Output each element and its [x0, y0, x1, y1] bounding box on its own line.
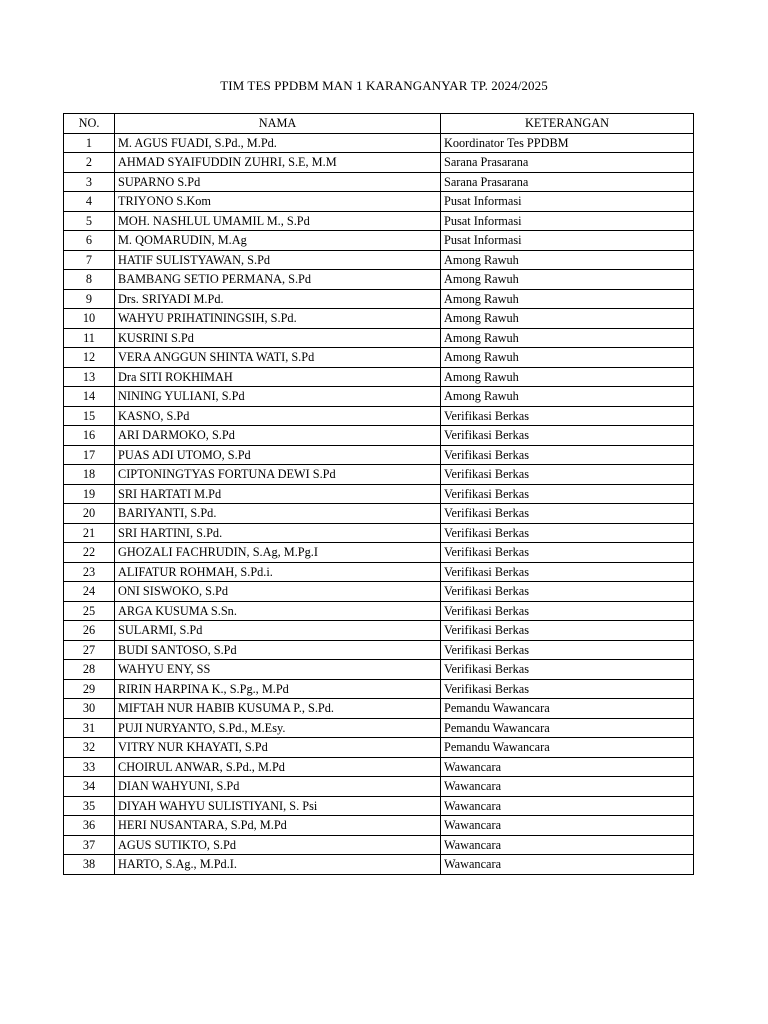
row-name: AGUS SUTIKTO, S.Pd [115, 835, 441, 855]
row-keterangan: Among Rawuh [441, 289, 694, 309]
row-keterangan: Wawancara [441, 855, 694, 875]
row-number: 5 [64, 211, 115, 231]
row-keterangan: Verifikasi Berkas [441, 601, 694, 621]
row-name: ARGA KUSUMA S.Sn. [115, 601, 441, 621]
row-number: 22 [64, 543, 115, 563]
row-number: 30 [64, 699, 115, 719]
row-keterangan: Verifikasi Berkas [441, 660, 694, 680]
table-row [64, 133, 694, 153]
row-keterangan: Verifikasi Berkas [441, 484, 694, 504]
row-name: CHOIRUL ANWAR, S.Pd., M.Pd [115, 757, 441, 777]
row-number: 1 [64, 133, 115, 153]
row-number: 29 [64, 679, 115, 699]
row-name: PUJI NURYANTO, S.Pd., M.Esy. [115, 718, 441, 738]
table-row [64, 172, 694, 192]
row-number: 33 [64, 757, 115, 777]
row-keterangan: Pemandu Wawancara [441, 718, 694, 738]
table-row [64, 445, 694, 465]
table-row [64, 679, 694, 699]
table-row [64, 309, 694, 329]
row-name: HATIF SULISTYAWAN, S.Pd [115, 250, 441, 270]
row-number: 4 [64, 192, 115, 212]
table-row [64, 543, 694, 563]
row-number: 17 [64, 445, 115, 465]
row-number: 7 [64, 250, 115, 270]
table-body [64, 133, 694, 874]
row-name: SRI HARTINI, S.Pd. [115, 523, 441, 543]
table-row [64, 426, 694, 446]
row-number: 16 [64, 426, 115, 446]
row-name: Dra SITI ROKHIMAH [115, 367, 441, 387]
row-keterangan: Pusat Informasi [441, 211, 694, 231]
row-name: BAMBANG SETIO PERMANA, S.Pd [115, 270, 441, 290]
row-name: RIRIN HARPINA K., S.Pg., M.Pd [115, 679, 441, 699]
table-row [64, 348, 694, 368]
row-number: 28 [64, 660, 115, 680]
row-keterangan: Among Rawuh [441, 309, 694, 329]
table-row [64, 601, 694, 621]
row-keterangan: Wawancara [441, 777, 694, 797]
row-name: VITRY NUR KHAYATI, S.Pd [115, 738, 441, 758]
row-name: M. QOMARUDIN, M.Ag [115, 231, 441, 251]
row-keterangan: Wawancara [441, 835, 694, 855]
row-number: 6 [64, 231, 115, 251]
row-keterangan: Pemandu Wawancara [441, 738, 694, 758]
row-name: AHMAD SYAIFUDDIN ZUHRI, S.E, M.M [115, 153, 441, 173]
row-keterangan: Pusat Informasi [441, 231, 694, 251]
row-keterangan: Verifikasi Berkas [441, 523, 694, 543]
header-keterangan: KETERANGAN [441, 114, 694, 134]
header-nama: NAMA [115, 114, 441, 134]
row-name: DIAN WAHYUNI, S.Pd [115, 777, 441, 797]
table-row [64, 289, 694, 309]
table-row [64, 757, 694, 777]
row-name: WAHYU ENY, SS [115, 660, 441, 680]
table-row [64, 465, 694, 485]
row-number: 38 [64, 855, 115, 875]
row-keterangan: Verifikasi Berkas [441, 562, 694, 582]
row-keterangan: Wawancara [441, 816, 694, 836]
table-row [64, 153, 694, 173]
table-row [64, 738, 694, 758]
row-number: 15 [64, 406, 115, 426]
row-number: 10 [64, 309, 115, 329]
header-no: NO. [64, 114, 115, 134]
row-number: 31 [64, 718, 115, 738]
table-row [64, 367, 694, 387]
row-number: 37 [64, 835, 115, 855]
row-name: GHOZALI FACHRUDIN, S.Ag, M.Pg.I [115, 543, 441, 563]
table-row [64, 211, 694, 231]
row-keterangan: Sarana Prasarana [441, 172, 694, 192]
table-row [64, 328, 694, 348]
row-keterangan: Among Rawuh [441, 270, 694, 290]
table-row [64, 192, 694, 212]
row-name: WAHYU PRIHATININGSIH, S.Pd. [115, 309, 441, 329]
row-name: PUAS ADI UTOMO, S.Pd [115, 445, 441, 465]
row-number: 25 [64, 601, 115, 621]
row-keterangan: Among Rawuh [441, 367, 694, 387]
row-name: ARI DARMOKO, S.Pd [115, 426, 441, 446]
row-number: 14 [64, 387, 115, 407]
row-name: KUSRINI S.Pd [115, 328, 441, 348]
row-name: KASNO, S.Pd [115, 406, 441, 426]
row-keterangan: Verifikasi Berkas [441, 504, 694, 524]
table-row [64, 504, 694, 524]
table-row [64, 855, 694, 875]
document-title: TIM TES PPDBM MAN 1 KARANGANYAR TP. 2024/2025 [220, 78, 548, 93]
row-number: 11 [64, 328, 115, 348]
row-number: 32 [64, 738, 115, 758]
row-name: HERI NUSANTARA, S.Pd, M.Pd [115, 816, 441, 836]
row-number: 20 [64, 504, 115, 524]
row-keterangan: Sarana Prasarana [441, 153, 694, 173]
row-name: MOH. NASHLUL UMAMIL M., S.Pd [115, 211, 441, 231]
row-name: MIFTAH NUR HABIB KUSUMA P., S.Pd. [115, 699, 441, 719]
row-number: 9 [64, 289, 115, 309]
row-keterangan: Verifikasi Berkas [441, 582, 694, 602]
row-name: CIPTONINGTYAS FORTUNA DEWI S.Pd [115, 465, 441, 485]
table-row [64, 621, 694, 641]
row-number: 21 [64, 523, 115, 543]
table-row [64, 640, 694, 660]
row-number: 8 [64, 270, 115, 290]
row-number: 36 [64, 816, 115, 836]
row-keterangan: Verifikasi Berkas [441, 406, 694, 426]
team-table [63, 113, 694, 875]
row-number: 23 [64, 562, 115, 582]
row-name: TRIYONO S.Kom [115, 192, 441, 212]
table-row [64, 231, 694, 251]
table-row [64, 718, 694, 738]
table-row [64, 582, 694, 602]
row-number: 26 [64, 621, 115, 641]
table-header-row [64, 114, 694, 134]
row-keterangan: Verifikasi Berkas [441, 426, 694, 446]
table-row [64, 777, 694, 797]
table-row [64, 406, 694, 426]
row-name: ALIFATUR ROHMAH, S.Pd.i. [115, 562, 441, 582]
row-name: HARTO, S.Ag., M.Pd.I. [115, 855, 441, 875]
row-keterangan: Verifikasi Berkas [441, 465, 694, 485]
row-keterangan: Wawancara [441, 796, 694, 816]
table-row [64, 250, 694, 270]
row-keterangan: Wawancara [441, 757, 694, 777]
table-row [64, 270, 694, 290]
row-name: SULARMI, S.Pd [115, 621, 441, 641]
row-number: 2 [64, 153, 115, 173]
row-number: 35 [64, 796, 115, 816]
row-keterangan: Pemandu Wawancara [441, 699, 694, 719]
row-name: NINING YULIANI, S.Pd [115, 387, 441, 407]
row-keterangan: Among Rawuh [441, 250, 694, 270]
table-row [64, 816, 694, 836]
row-name: ONI SISWOKO, S.Pd [115, 582, 441, 602]
row-name: SRI HARTATI M.Pd [115, 484, 441, 504]
row-keterangan: Among Rawuh [441, 348, 694, 368]
row-number: 27 [64, 640, 115, 660]
table-row [64, 387, 694, 407]
row-name: SUPARNO S.Pd [115, 172, 441, 192]
row-number: 19 [64, 484, 115, 504]
table-row [64, 523, 694, 543]
row-name: M. AGUS FUADI, S.Pd., M.Pd. [115, 133, 441, 153]
row-keterangan: Verifikasi Berkas [441, 640, 694, 660]
row-keterangan: Verifikasi Berkas [441, 679, 694, 699]
row-keterangan: Pusat Informasi [441, 192, 694, 212]
table-row [64, 484, 694, 504]
table-row [64, 562, 694, 582]
row-keterangan: Koordinator Tes PPDBM [441, 133, 694, 153]
row-keterangan: Verifikasi Berkas [441, 621, 694, 641]
table-row [64, 796, 694, 816]
row-name: BUDI SANTOSO, S.Pd [115, 640, 441, 660]
row-keterangan: Among Rawuh [441, 387, 694, 407]
row-name: DIYAH WAHYU SULISTIYANI, S. Psi [115, 796, 441, 816]
row-name: Drs. SRIYADI M.Pd. [115, 289, 441, 309]
row-number: 34 [64, 777, 115, 797]
row-number: 3 [64, 172, 115, 192]
row-keterangan: Verifikasi Berkas [441, 445, 694, 465]
row-number: 24 [64, 582, 115, 602]
row-keterangan: Verifikasi Berkas [441, 543, 694, 563]
table-row [64, 835, 694, 855]
row-number: 12 [64, 348, 115, 368]
row-keterangan: Among Rawuh [441, 328, 694, 348]
row-name: BARIYANTI, S.Pd. [115, 504, 441, 524]
table-row [64, 660, 694, 680]
row-name: VERA ANGGUN SHINTA WATI, S.Pd [115, 348, 441, 368]
row-number: 18 [64, 465, 115, 485]
table-row [64, 699, 694, 719]
row-number: 13 [64, 367, 115, 387]
